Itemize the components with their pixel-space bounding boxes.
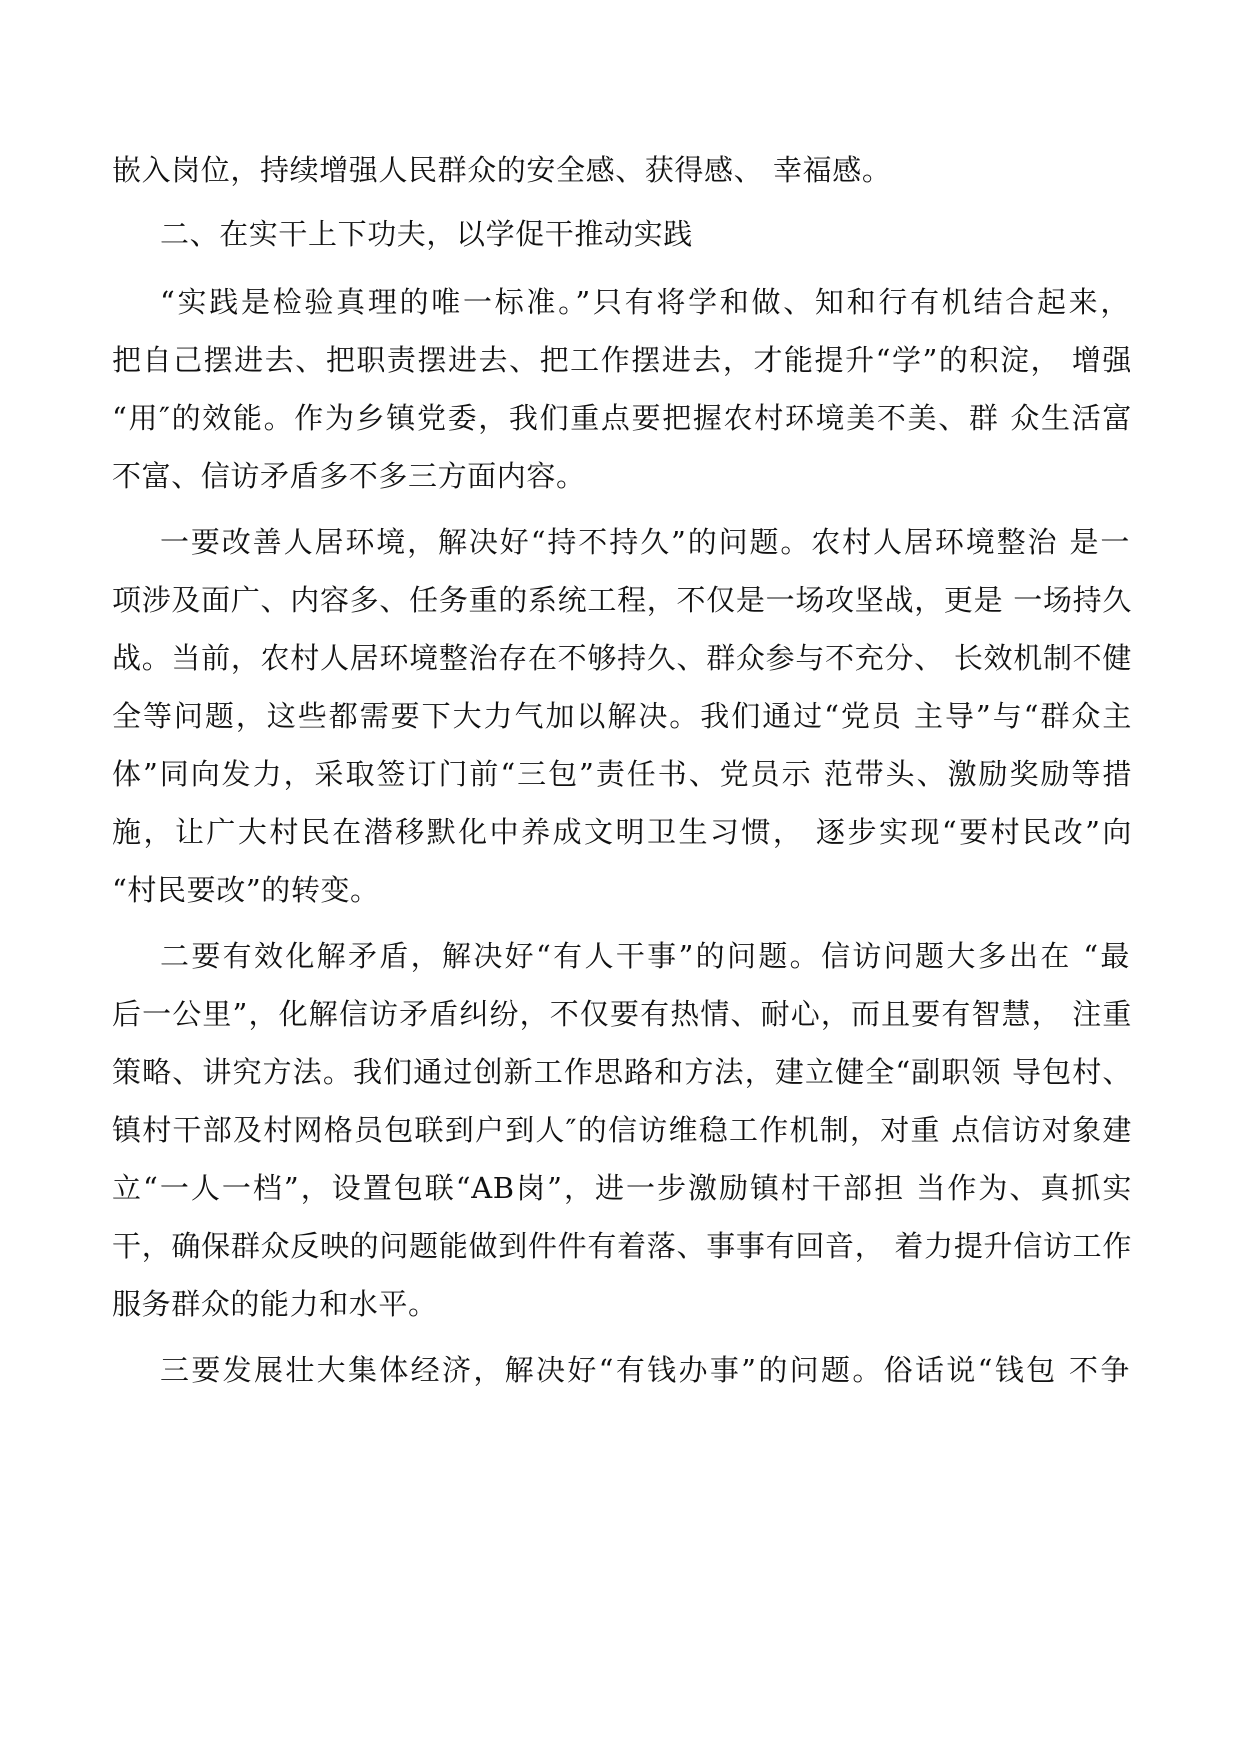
text-line: 项涉及面广、内容多、任务重的系统工程，不仅是一场攻坚战，更是 一场持久	[112, 583, 1132, 617]
text-line: 一要改善人居环境，解决好“持不持久”的问题。农村人居环境整治 是一	[160, 525, 1130, 559]
text-line: 二要有效化解矛盾，解决好“有人干事”的问题。信访问题大多出在 “最	[160, 939, 1130, 973]
text-line: 后一公里”，化解信访矛盾纠纷，不仅要有热情、耐心，而且要有智慧， 注重	[112, 997, 1132, 1031]
text-line: 全等问题，这些都需要下大力气加以解决。我们通过“党员 主导”与“群众主	[112, 699, 1132, 733]
text-line: 战。当前，农村人居环境整治存在不够持久、群众参与不充分、 长效机制不健	[112, 641, 1132, 675]
text-line: “实践是检验真理的唯一标准。”只有将学和做、知和行有机结合起来，	[160, 285, 1130, 319]
text-line: “用″的效能。作为乡镇党委，我们重点要把握农村环境美不美、群 众生活富	[112, 401, 1132, 435]
text-line: 施，让广大村民在潜移默化中养成文明卫生习惯， 逐步实现“要村民改”向	[112, 815, 1132, 849]
text-line: “村民要改”的转变。	[112, 873, 380, 907]
text-line: 服务群众的能力和水平。	[112, 1287, 438, 1321]
text-line: 把自己摆进去、把职责摆进去、把工作摆进去，才能提升“学”的积淀， 增强	[112, 343, 1132, 377]
text-line: 不富、信访矛盾多不多三方面内容。	[112, 459, 586, 493]
text-line: 策略、讲究方法。我们通过创新工作思路和方法，建立健全“副职领 导包村、	[112, 1055, 1132, 1089]
text-line: 三要发展壮大集体经济，解决好“有钱办事”的问题。俗话说“钱包 不争	[160, 1353, 1130, 1387]
section-heading: 二、在实干上下功夫，以学促干推动实践	[160, 217, 693, 251]
text-line: 干，确保群众反映的问题能做到件件有着落、事事有回音， 着力提升信访工作	[112, 1229, 1132, 1263]
text-line: 体”同向发力，采取签订门前“三包”责任书、党员示 范带头、激励奖励等措	[112, 757, 1132, 791]
text-line: 嵌入岗位，持续增强人民群众的安全感、获得感、 幸福感。	[112, 153, 892, 187]
text-line: 立“一人一档”，设置包联“AB岗”，进一步激励镇村干部担 当作为、真抓实	[112, 1171, 1132, 1205]
text-line: 镇村干部及村网格员包联到户到人″的信访维稳工作机制，对重 点信访对象建	[112, 1113, 1132, 1147]
